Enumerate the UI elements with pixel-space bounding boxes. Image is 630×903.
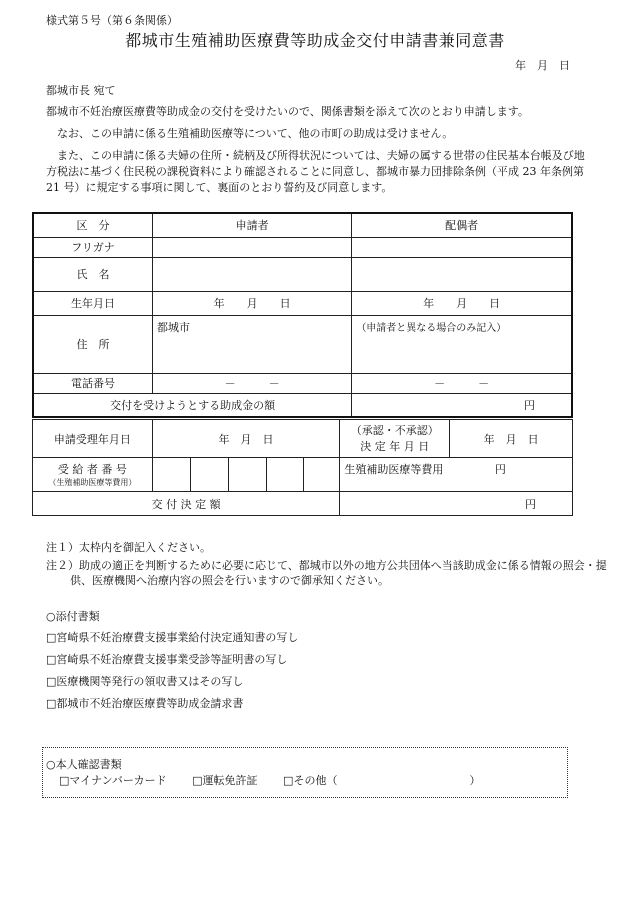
recipient-number-sub: （生殖補助医療等費用） — [48, 478, 137, 487]
decision-date-field[interactable]: 年 月 日 — [450, 420, 573, 458]
application-date[interactable]: 年 月 日 — [515, 59, 570, 72]
approval-status: （承認・不承認） — [350, 423, 439, 437]
label-approval-date — [340, 420, 450, 458]
attachment-item-3[interactable]: □医療機関等発行の領収書又はその写し — [46, 675, 244, 688]
identity-documents-box — [42, 747, 568, 798]
identity-options — [59, 772, 502, 788]
applicant-address-field[interactable]: 都城市 — [153, 315, 352, 373]
decision-date-label: 決 定 年 月 日 — [360, 439, 430, 453]
identity-option-other[interactable]: □その他（ ） — [283, 774, 481, 787]
addressee: 都城市長 宛て — [46, 84, 116, 97]
recipient-digit-5[interactable] — [304, 458, 340, 492]
attachment-item-1[interactable]: □宮崎県不妊治療費支援事業給付決定通知書の写し — [46, 631, 299, 644]
label-name: 氏 名 — [33, 257, 153, 291]
header-category: 区 分 — [33, 213, 153, 237]
spouse-furigana-field[interactable] — [352, 237, 572, 257]
office-use-table — [32, 419, 573, 516]
applicant-name-field[interactable] — [153, 257, 352, 291]
page-title: 都城市生殖補助医療費等助成金交付申請書兼同意書 — [125, 31, 505, 50]
cost-field[interactable] — [340, 458, 573, 492]
grant-amount-field[interactable]: 円 — [352, 393, 572, 417]
receipt-date-field[interactable]: 年 月 日 — [152, 420, 340, 458]
recipient-number-text: 受 給 者 番 号 — [57, 463, 127, 476]
intro-paragraph-2: なお、この申請に係る生殖補助医療等について、他の市町の助成は受けません。 — [57, 127, 454, 140]
label-grant-amount: 交付を受けようとする助成金の額 — [33, 393, 352, 417]
label-receipt-date: 申請受理年月日 — [33, 420, 153, 458]
spouse-address-field[interactable]: （申請者と異なる場合のみ記入） — [352, 315, 572, 373]
recipient-digit-1[interactable] — [152, 458, 190, 492]
identity-heading: ○本人確認書類 — [46, 758, 122, 771]
recipient-digit-2[interactable] — [190, 458, 228, 492]
cost-label: 生殖補助医療等費用 — [344, 463, 444, 476]
identity-option-license[interactable]: □運転免許証 — [192, 774, 258, 787]
label-furigana: フリガナ — [33, 237, 153, 257]
attachments-heading: ○添付書類 — [46, 610, 100, 623]
header-spouse: 配偶者 — [352, 213, 572, 237]
label-recipient-number — [33, 458, 153, 492]
applicant-birthdate-field[interactable]: 年 月 日 — [153, 291, 352, 315]
decision-amount-field[interactable]: 円 — [340, 492, 573, 516]
spouse-birthdate-field[interactable]: 年 月 日 — [352, 291, 572, 315]
label-phone: 電話番号 — [33, 373, 153, 393]
note-1: 注１）太枠内を御記入ください。 — [46, 541, 211, 554]
recipient-digit-4[interactable] — [266, 458, 304, 492]
spouse-name-field[interactable] — [352, 257, 572, 291]
attachment-item-4[interactable]: □都城市不妊治療医療費等助成金請求書 — [46, 697, 244, 710]
cost-yen: 円 — [494, 463, 506, 476]
note-2: 注２）助成の適正を判断するために必要に応じて、都城市以外の地方公共団体へ当該助成金に係る情報の照会・提供、医療機関へ治療内容の照会を行いますので御承知ください。 — [46, 559, 607, 587]
label-address: 住 所 — [33, 315, 153, 373]
applicant-furigana-field[interactable] — [153, 237, 352, 257]
header-applicant: 申請者 — [153, 213, 352, 237]
form-number: 様式第５号（第６条関係） — [46, 14, 178, 27]
label-decision-amount: 交 付 決 定 額 — [33, 492, 340, 516]
label-birthdate: 生年月日 — [33, 291, 153, 315]
attachment-item-2[interactable]: □宮崎県不妊治療費支援事業受診等証明書の写し — [46, 653, 288, 666]
applicant-phone-field[interactable]: － － — [153, 373, 352, 393]
recipient-digit-3[interactable] — [228, 458, 266, 492]
application-table — [32, 212, 573, 418]
spouse-phone-field[interactable]: － － — [352, 373, 572, 393]
intro-paragraph-3: また、この申請に係る夫婦の住所・続柄及び所得状況については、夫婦の属する世帯の住民基本台帳及び地方税法に基づく住民税の課税資料により確認されることに同意し、都城市暴力団排除条例（平成 23 年条例第 21 号）に規定する事項に関して、裏面のとおり誓約及び同意します。 — [46, 149, 585, 194]
intro-paragraph-1: 都城市不妊治療医療費等助成金の交付を受けたいので、関係書類を添えて次のとおり申請します。 — [46, 105, 529, 118]
identity-option-mynumber[interactable]: □マイナンバーカード — [59, 774, 167, 787]
